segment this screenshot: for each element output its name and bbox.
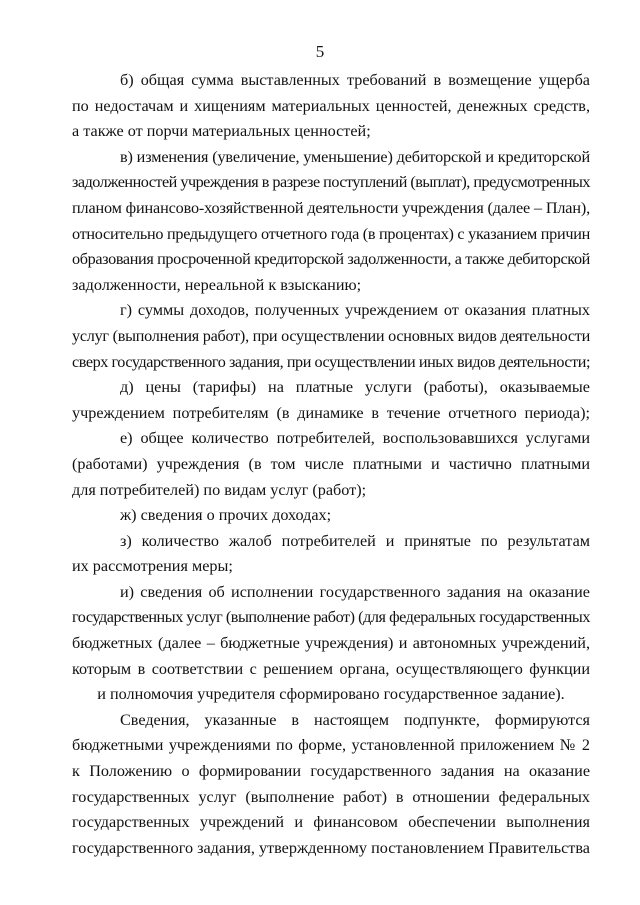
paragraph (72, 529, 590, 580)
page-number: 5 (315, 42, 325, 61)
text-line: государственных услуг (выполнение работ) в отношении федеральных (72, 787, 590, 806)
text-line: государственного задания, утвержденному постановлением Правительства (72, 838, 590, 857)
text-line: ж) сведения о прочих доходах; (120, 506, 332, 525)
text-line: и) сведения об исполнении государственного задания на оказание (120, 582, 590, 601)
text-line: для потребителей) по видам услуг (работ); (72, 480, 367, 499)
text-line: а также от порчи материальных ценностей; (72, 122, 371, 141)
text-line: к Положению о формировании государственного задания на оказание (72, 762, 590, 781)
text-line: и полномочия учредителя сформировано государственное задание). (97, 685, 565, 704)
text-line: г) суммы доходов, полученных учреждением от оказания платных (120, 301, 590, 320)
paragraph (72, 708, 590, 862)
text-line: сверх государственного задания, при осуществлении иных видов деятельности; (72, 352, 590, 371)
text-line: которым в соответствии с решением органа, осуществляющего функции (72, 659, 590, 678)
text-line: их рассмотрения меры; (72, 557, 233, 576)
text-line: учреждением потребителям (в динамике в течение отчетного периода); (72, 403, 590, 422)
text-line: по недостачам и хищениям материальных ценностей, денежных средств, (72, 96, 590, 115)
paragraph (72, 426, 590, 503)
text-line: з) количество жалоб потребителей и принятые по результатам (120, 531, 590, 550)
text-line: е) общее количество потребителей, воспользовавшихся услугами (120, 429, 590, 448)
text-line: (работами) учреждения (в том числе платными и частично платными (72, 454, 590, 473)
document-body (72, 68, 590, 861)
text-line: д) цены (тарифы) на платные услуги (работы), оказываемые (120, 378, 590, 397)
text-line: бюджетных (далее – бюджетные учреждения) и автономных учреждений, (72, 634, 590, 653)
text-line: образования просроченной кредиторской задолженности, а также дебиторской (72, 250, 590, 269)
text-line: б) общая сумма выставленных требований в возмещение ущерба (120, 71, 590, 89)
paragraph (72, 375, 590, 426)
paragraph (72, 145, 590, 299)
text-line: в) изменения (увеличение, уменьшение) дебиторской и кредиторской (120, 147, 590, 166)
paragraph (72, 503, 590, 529)
text-line: государственных услуг (выполнение работ) (для федеральных государственных (72, 608, 590, 627)
paragraph (72, 580, 590, 708)
paragraph (72, 68, 590, 145)
text-line: планом финансово-хозяйственной деятельности учреждения (далее – План), (72, 198, 591, 217)
text-line: услуг (выполнения работ), при осуществлении основных видов деятельности (72, 326, 591, 345)
text-line: задолженности, нереальной к взысканию; (72, 275, 362, 294)
text-line: задолженностей учреждения в разрезе поступлений (выплат), предусмотренных (72, 173, 590, 192)
text-line: бюджетными учреждениями по форме, установленной приложением № 2 (72, 736, 590, 755)
text-line: государственных учреждений и финансовом обеспечении выполнения (72, 813, 590, 832)
text-line: относительно предыдущего отчетного года (в процентах) с указанием причин (72, 224, 590, 243)
paragraph (72, 298, 590, 375)
text-line: Сведения, указанные в настоящем подпункте, формируются (120, 710, 590, 729)
